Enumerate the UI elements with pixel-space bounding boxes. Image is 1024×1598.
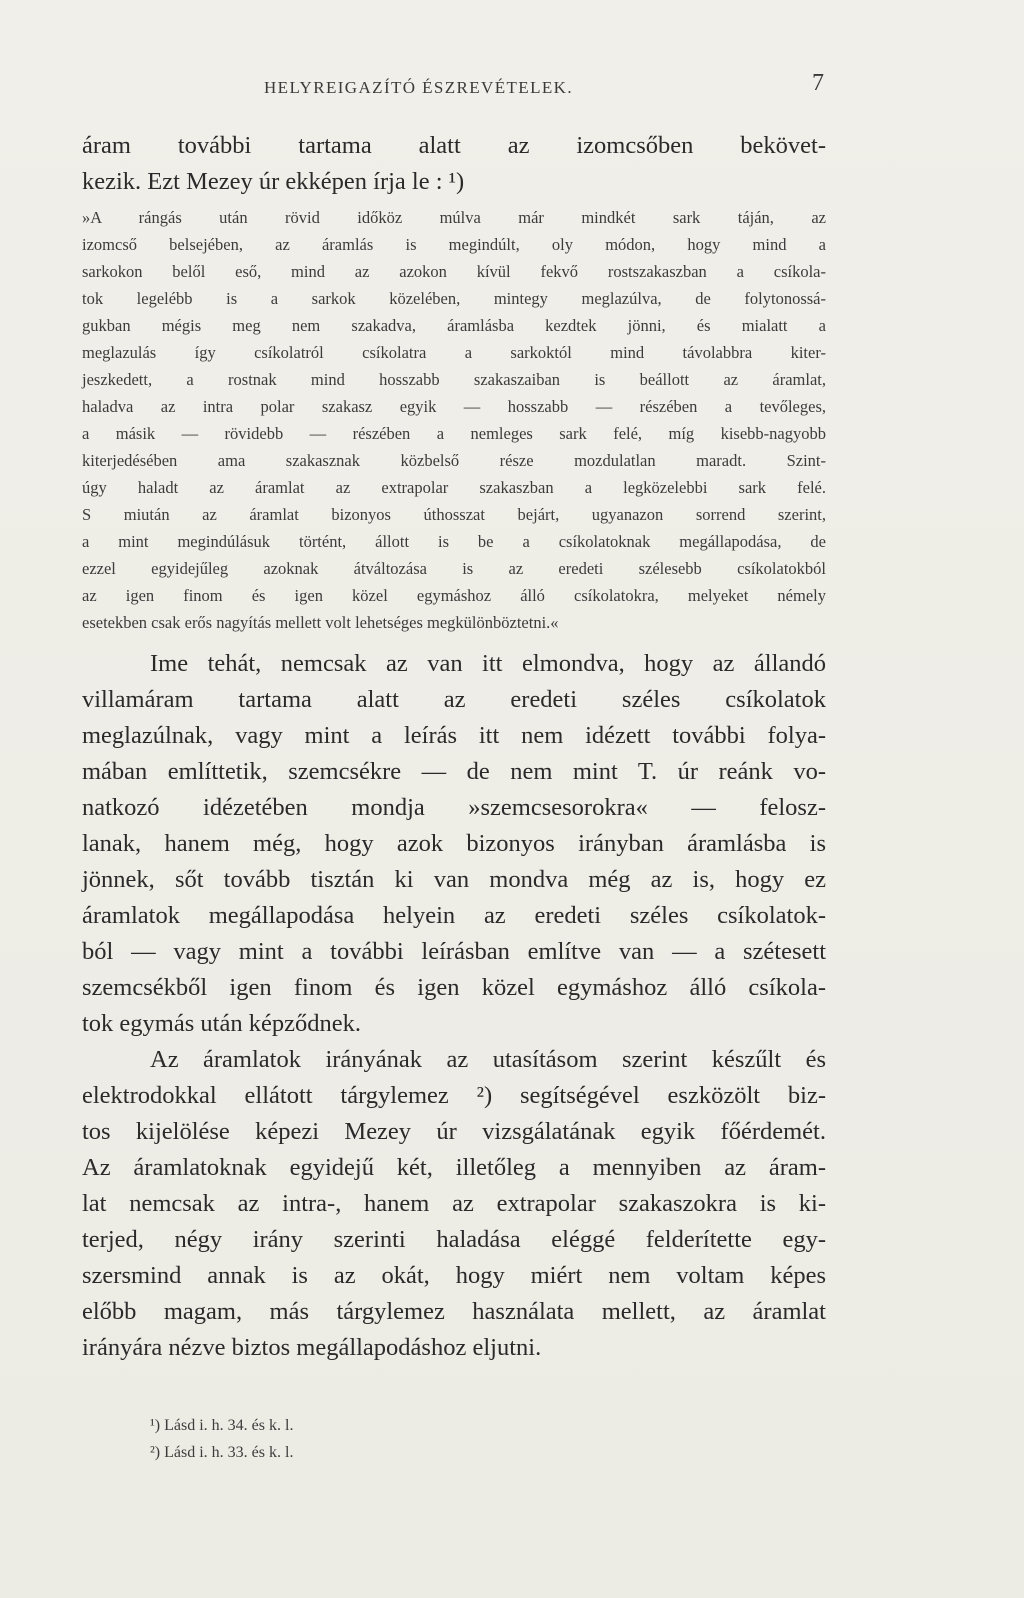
paragraph-line: ból — vagy mint a további leírásban említve van — a szétesett xyxy=(82,938,826,965)
quote-line: haladva az intra polar szakasz egyik — hosszabb — részében a tevőleges, xyxy=(82,397,826,416)
quote-line: ezzel egyidejűleg azoknak átváltozása is az eredeti szélesebb csíkolatokból xyxy=(82,559,826,578)
page-number: 7 xyxy=(812,70,824,96)
paragraph-line: natkozó idézetében mondja »szemcsesorokra« — felosz- xyxy=(82,794,826,821)
paragraph-line: terjed, négy irány szerinti haladása eléggé felderítette egy- xyxy=(82,1226,826,1253)
paragraph-line: Az áramlatok irányának az utasításom szerint készűlt és xyxy=(150,1046,826,1073)
paragraph-line: tos kijelölése képezi Mezey úr vizsgálatának egyik főérdemét. xyxy=(82,1118,826,1145)
quote-line: úgy haladt az áramlat az extrapolar szakaszban a legközelebbi sark felé. xyxy=(82,478,826,497)
quote-line: az igen finom és igen közel egymáshoz álló csíkolatokra, melyeket némely xyxy=(82,586,826,605)
paragraph-line: meglazúlnak, vagy mint a leírás itt nem idézett további folya- xyxy=(82,722,826,749)
paragraph-line: lat nemcsak az intra-, hanem az extrapolar szakaszokra is ki- xyxy=(82,1190,826,1217)
paragraph-line: jönnek, sőt tovább tisztán ki van mondva még az is, hogy ez xyxy=(82,866,826,893)
paragraph-line: szersmind annak is az okát, hogy miért nem voltam képes xyxy=(82,1262,826,1289)
quote-line: izomcső belsejében, az áramlás is megindúlt, oly módon, hogy mind a xyxy=(82,235,826,254)
quote-line: kiterjedésében ama szakasznak közbelső része mozdulatlan maradt. Szint- xyxy=(82,451,826,470)
paragraph-line: elektrodokkal ellátott tárgylemez ²) segítségével eszközölt biz- xyxy=(82,1082,826,1109)
paragraph-line: mában említtetik, szemcsékre — de nem mint T. úr reánk vo- xyxy=(82,758,826,785)
footnote: ¹) Lásd i. h. 34. és k. l. xyxy=(150,1417,294,1434)
paragraph-line: lanak, hanem még, hogy azok bizonyos irányban áramlásba is xyxy=(82,830,826,857)
footnote: ²) Lásd i. h. 33. és k. l. xyxy=(150,1444,294,1461)
quote-line: tok legelébb is a sarkok közelében, mintegy meglazúlva, de folytonossá- xyxy=(82,289,826,308)
quote-line: jeszkedett, a rostnak mind hosszabb szakaszaiban is beállott az áramlat, xyxy=(82,370,826,389)
quote-line: a másik — rövidebb — részében a nemleges sark felé, míg kisebb-nagyobb xyxy=(82,424,826,443)
paragraph-line: előbb magam, más tárgylemez használata mellett, az áramlat xyxy=(82,1298,826,1325)
paragraph-line: áramlatok megállapodása helyein az eredeti széles csíkolatok- xyxy=(82,902,826,929)
intro-line: áram további tartama alatt az izomcsőben bekövet- xyxy=(82,132,826,159)
intro-line: kezik. Ezt Mezey úr ekképen írja le : ¹) xyxy=(82,168,465,195)
paragraph-line: Az áramlatoknak egyidejű két, illetőleg a mennyiben az áram- xyxy=(82,1154,826,1181)
paragraph-line: tok egymás után képződnek. xyxy=(82,1010,361,1037)
paragraph-line: irányára nézve biztos megállapodáshoz eljutni. xyxy=(82,1334,542,1361)
paragraph-line: szemcsékből igen finom és igen közel egymáshoz álló csíkola- xyxy=(82,974,826,1001)
running-title: HELYREIGAZÍTÓ ÉSZREVÉTELEK. xyxy=(264,78,573,97)
quote-line: »A rángás után rövid időköz múlva már mindkét sark táján, az xyxy=(82,208,826,227)
quote-line: gukban mégis meg nem szakadva, áramlásba kezdtek jönni, és mialatt a xyxy=(82,316,826,335)
quote-line: meglazulás így csíkolatról csíkolatra a sarkoktól mind távolabbra kiter- xyxy=(82,343,826,362)
paragraph-line: villamáram tartama alatt az eredeti széles csíkolatok xyxy=(82,686,826,713)
paragraph-line: Ime tehát, nemcsak az van itt elmondva, hogy az állandó xyxy=(150,650,826,677)
quote-line: esetekben csak erős nagyítás mellett volt lehetséges megkülönböztetni.« xyxy=(82,613,559,632)
quote-line: a mint megindúlásuk történt, állott is be a csíkolatoknak megállapodása, de xyxy=(82,532,826,551)
quote-line: S miután az áramlat bizonyos úthosszat bejárt, ugyanazon sorrend szerint, xyxy=(82,505,826,524)
quote-line: sarkokon belől eső, mind az azokon kívül fekvő rostszakaszban a csíkola- xyxy=(82,262,826,281)
page-header xyxy=(0,66,1024,106)
